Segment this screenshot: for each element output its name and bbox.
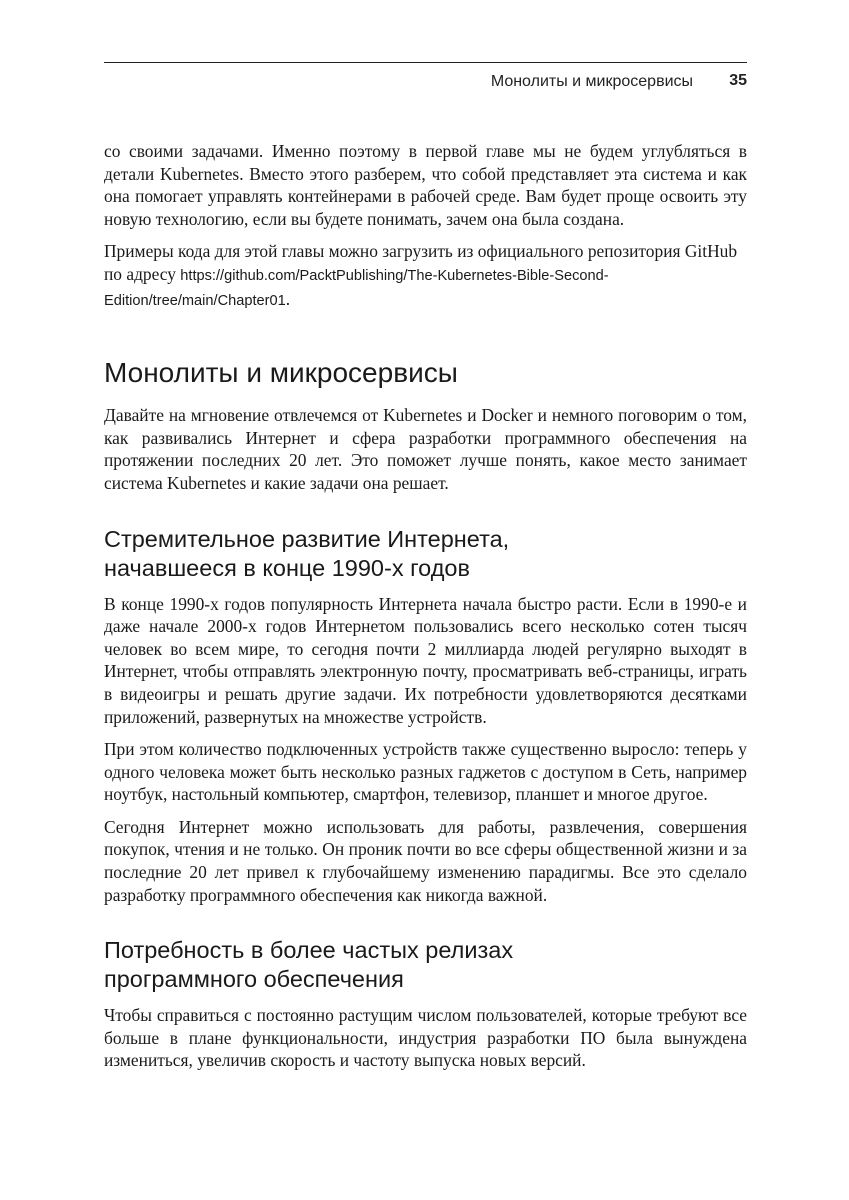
section2-paragraph-1: В конце 1990-х годов популярность Интернета начала быстро расти. Если в 1990-е и даже начале 2000-х годов Интернетом пользовались всего несколько сотен тысяч человек во всем мире, то сегодня почти 2 миллиарда людей регулярно выходят в Интернет, чтобы отправлять электронную почту, просматривать веб-страницы, играть в видеоигры и решать другие задачи. Их потребности удовлетворяются десятками приложений, развернутых на множестве устройств. xyxy=(104,593,747,727)
section1-paragraph-1: Давайте на мгновение отвлечемся от Kubernetes и Docker и немного поговорим о том, как развивались Интернет и сфера разработки программного обеспечения на протяжении последних 20 лет. Это поможет лучше понять, какое место занимает система Kubernetes и какие задачи она решает. xyxy=(104,405,747,493)
section2-paragraph-2: При этом количество подключенных устройств также существенно выросло: теперь у одного человека может быть несколько разных гаджетов с доступом в Сеть, например ноутбук, настольный компьютер, смартфон, телевизор, планшет и многое другое. xyxy=(104,739,747,805)
heading-line-2: программного обеспечения xyxy=(104,966,404,993)
intro-paragraph-2 xyxy=(104,240,747,312)
book-page xyxy=(104,0,747,1200)
repository-link[interactable]: https://github.com/PacktPublishing/The-Kubernetes-Bible-Second-Edition/tree/main/Chapter01 xyxy=(104,267,609,309)
section2-paragraph-3: Сегодня Интернет можно использовать для работы, развлечения, совершения покупок, чтения и не только. Он проник почти во все сферы общественной жизни и за последние 20 лет привел к глубочайшему изменению парадигмы. Все это сделало разработку программного обеспечения как никогда важной. xyxy=(104,816,747,905)
page-number: 35 xyxy=(729,72,747,89)
running-header xyxy=(104,62,747,93)
heading-line-1: Потребность в более частых релизах xyxy=(104,937,514,964)
section-heading-internet-growth xyxy=(104,525,747,583)
intro-paragraph-1: со своими задачами. Именно поэтому в первой главе мы не будем углубляться в детали Kubernetes. Вместо этого разберем, что собой представляет эта система и как она помогает управлять контейнерами в рабочей среде. Вам будет проще освоить эту новую технологию, если вы будете понимать, зачем она была создана. xyxy=(104,141,747,229)
heading-line-1: Стремительное развитие Интернета, xyxy=(104,525,510,552)
section-heading-frequent-releases xyxy=(104,936,747,994)
heading-line-2: начавшееся в конце 1990-х годов xyxy=(104,554,470,581)
page-content xyxy=(104,140,747,1082)
section-heading-monoliths: Монолиты и микросервисы xyxy=(104,357,458,389)
intro-paragraph-2-end: . xyxy=(285,288,291,309)
section3-paragraph-1: Чтобы справиться с постоянно растущим числом пользователей, которые требуют все больше в плане функциональности, индустрия разработки ПО была вынуждена измениться, увеличив скорость и частоту выпуска новых версий. xyxy=(104,1005,747,1071)
running-header-title: Монолиты и микросервисы xyxy=(490,73,693,90)
intro-paragraph-2-text: Примеры кода для этой главы можно загрузить из официального репозитория GitHub по адресу xyxy=(104,241,738,284)
